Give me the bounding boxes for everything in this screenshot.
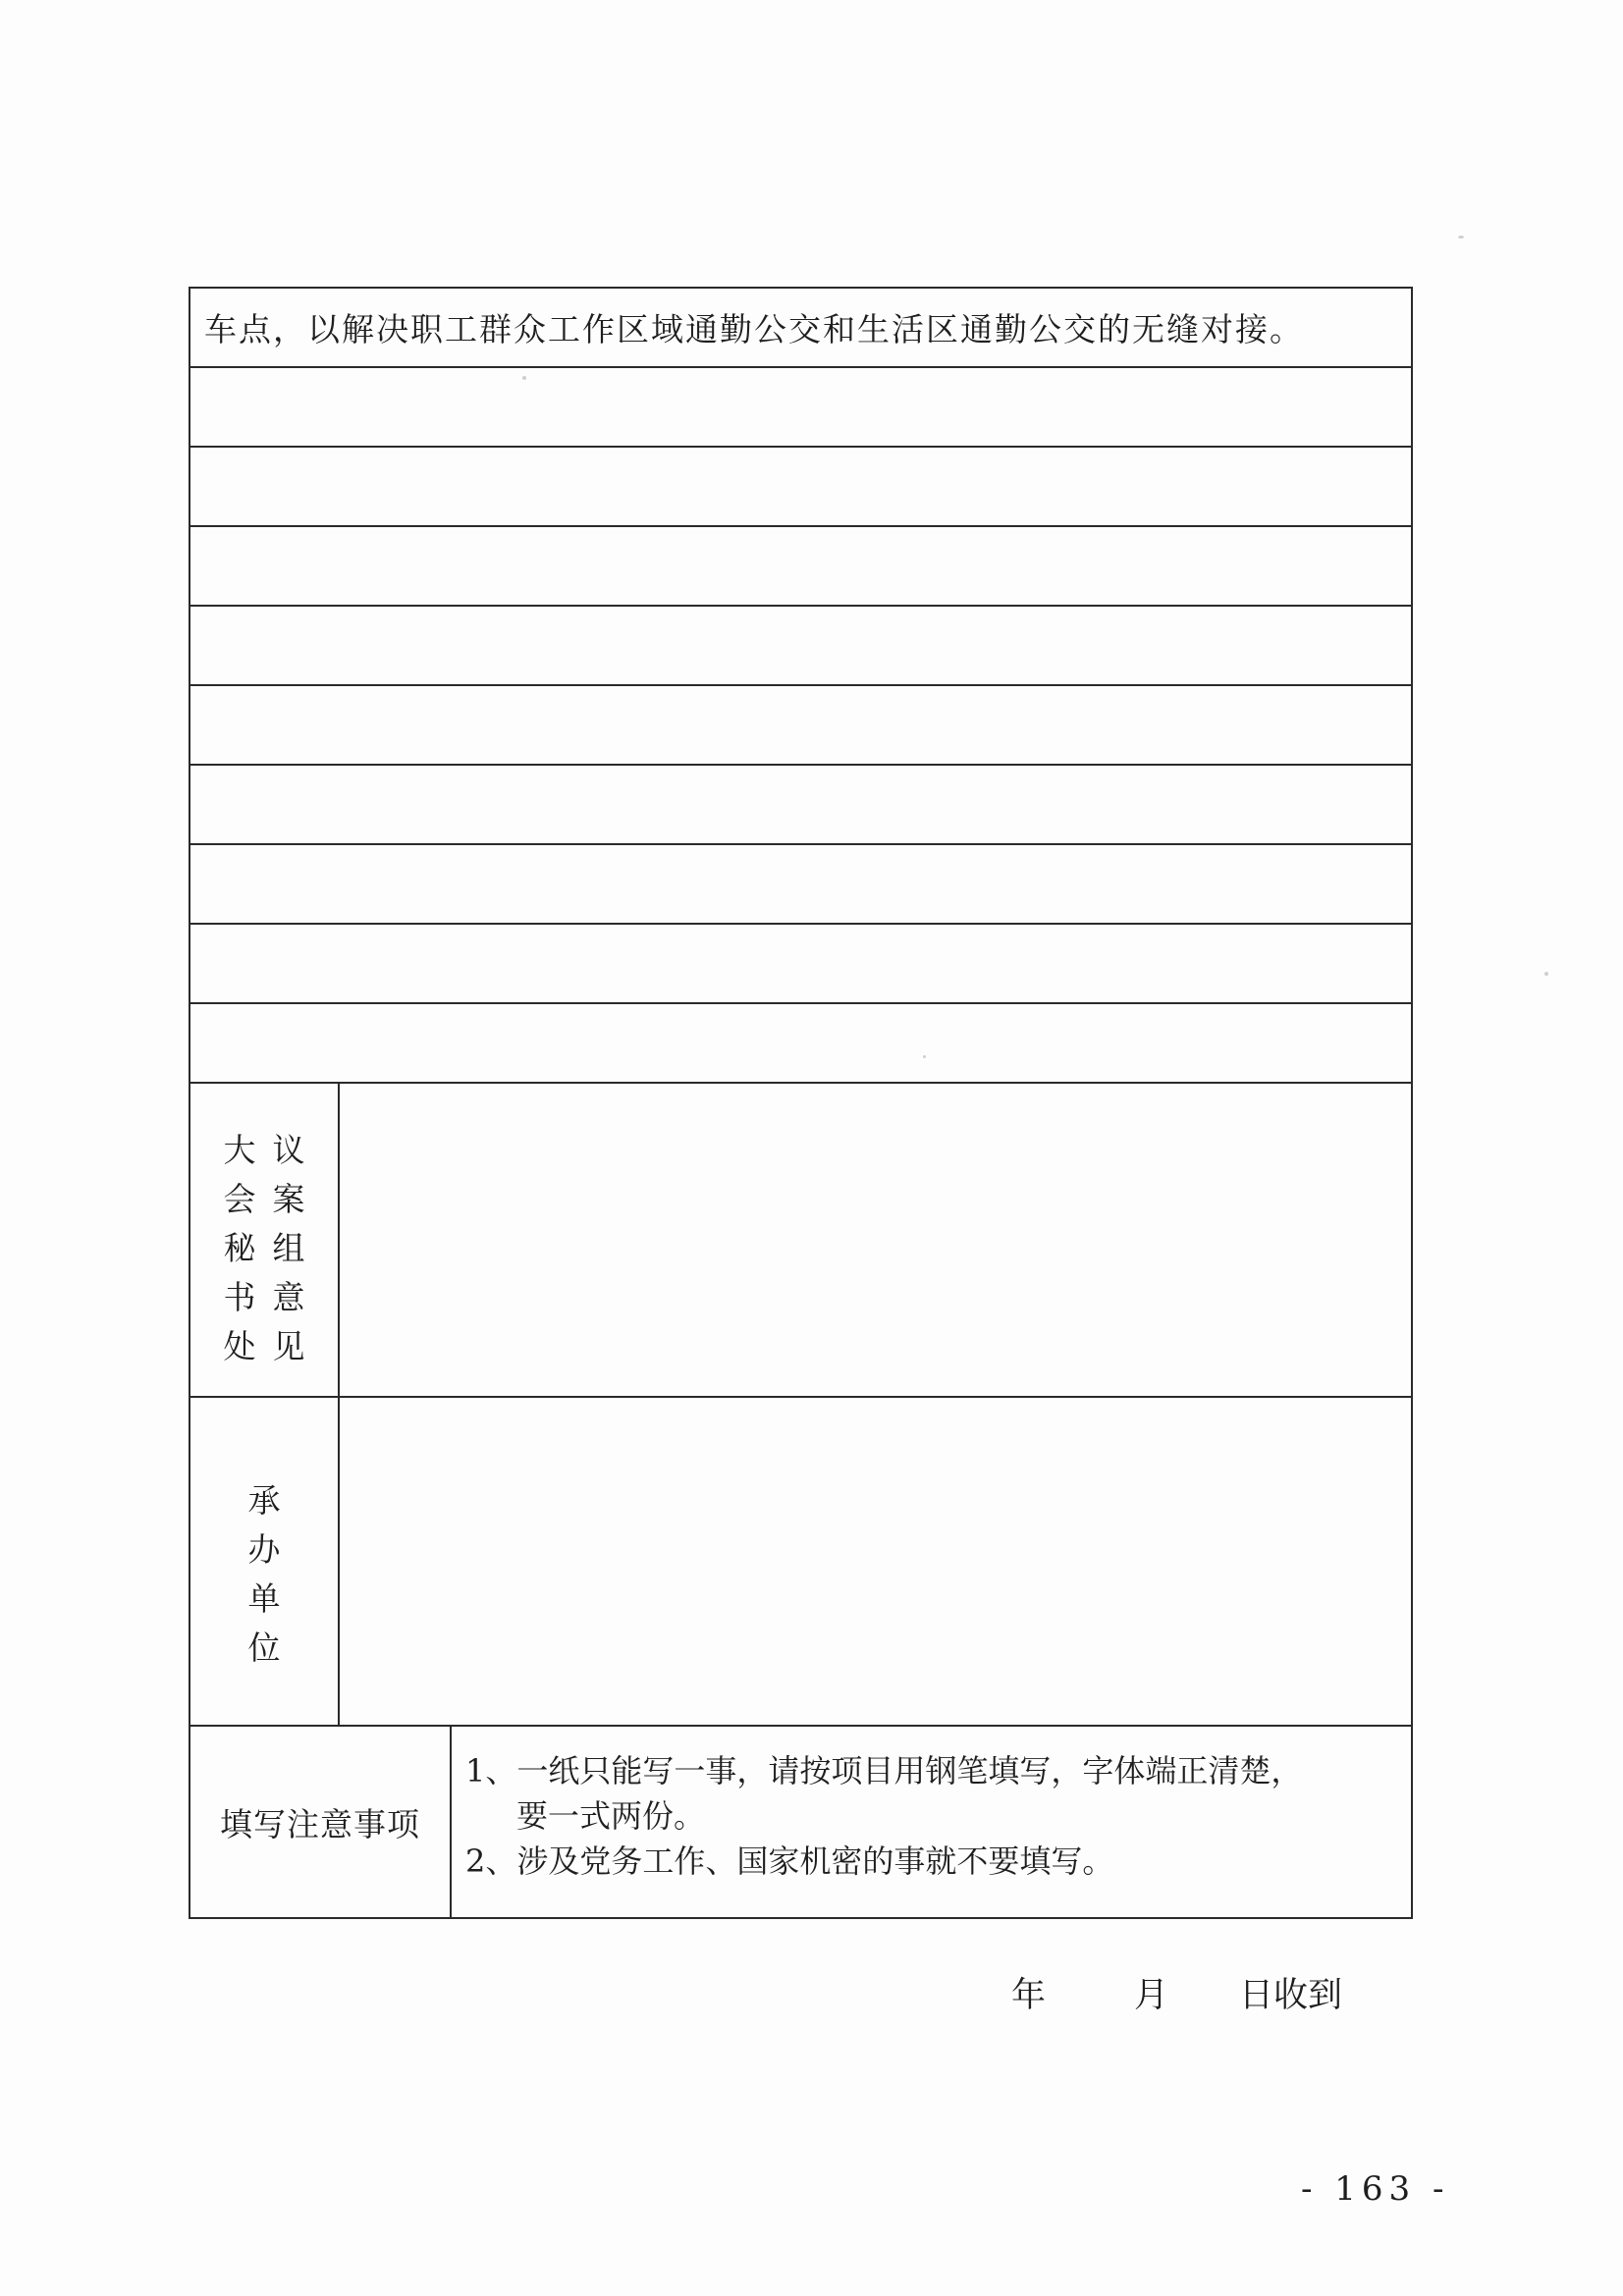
label-char: 议 bbox=[272, 1131, 305, 1169]
label-char: 处 bbox=[223, 1327, 256, 1365]
label-char: 见 bbox=[272, 1327, 305, 1365]
note-number: 1、 bbox=[465, 1752, 517, 1789]
secretariat-opinion-label bbox=[190, 1084, 340, 1396]
received-date bbox=[1011, 1968, 1342, 2017]
label-char: 意 bbox=[272, 1278, 305, 1316]
label-char: 会 bbox=[223, 1180, 256, 1218]
label-char: 书 bbox=[223, 1278, 256, 1316]
note-text: 涉及党务工作、国家机密的事就不要填写。 bbox=[516, 1842, 1114, 1880]
blank-line bbox=[190, 686, 1411, 766]
scan-speck bbox=[1544, 972, 1548, 976]
month-label: 月 bbox=[1134, 1976, 1169, 2015]
day-received-label: 日收到 bbox=[1239, 1976, 1343, 2015]
label-char: 大 bbox=[223, 1131, 256, 1169]
label-char: 单 bbox=[247, 1578, 281, 1618]
scan-speck bbox=[522, 376, 526, 380]
blank-line bbox=[190, 607, 1411, 686]
label-column-right bbox=[264, 1126, 313, 1371]
scan-speck bbox=[1458, 236, 1464, 239]
filling-notes-content bbox=[452, 1727, 1411, 1917]
blank-line bbox=[190, 1004, 1411, 1084]
secretariat-opinion-field bbox=[340, 1084, 1411, 1396]
label-char: 位 bbox=[247, 1628, 281, 1667]
blank-line bbox=[190, 368, 1411, 448]
handler-unit-row bbox=[190, 1398, 1411, 1727]
content-text: 车点，以解决职工群众工作区域通勤公交和生活区通勤公交的无缝对接。 bbox=[204, 310, 1304, 348]
secretariat-opinion-row bbox=[190, 1084, 1411, 1398]
note-item bbox=[465, 1748, 1411, 1793]
year-label: 年 bbox=[1011, 1976, 1047, 2015]
handler-unit-field bbox=[340, 1398, 1411, 1725]
proposal-form-table bbox=[189, 287, 1413, 1919]
note-number: 2、 bbox=[465, 1842, 517, 1880]
content-line-1 bbox=[190, 289, 1411, 368]
blank-line bbox=[190, 925, 1411, 1004]
handler-unit-label bbox=[190, 1398, 340, 1725]
page-number: - 163 - bbox=[1301, 2169, 1450, 2209]
scan-speck bbox=[923, 1055, 926, 1058]
note-item bbox=[465, 1839, 1411, 1884]
filling-notes-row bbox=[190, 1727, 1411, 1917]
label-char: 组 bbox=[272, 1229, 305, 1267]
label-char: 承 bbox=[247, 1480, 281, 1520]
blank-line bbox=[190, 448, 1411, 527]
label-char: 案 bbox=[272, 1180, 305, 1218]
note-continuation: 要一式两份。 bbox=[516, 1797, 706, 1835]
note-text: 一纸只能写一事，请按项目用钢笔填写，字体端正清楚， bbox=[516, 1752, 1303, 1789]
label-char: 秘 bbox=[223, 1229, 256, 1267]
blank-line bbox=[190, 527, 1411, 607]
blank-line bbox=[190, 766, 1411, 845]
label-char: 办 bbox=[247, 1529, 281, 1569]
label-column-left bbox=[215, 1126, 264, 1371]
blank-line bbox=[190, 845, 1411, 925]
filling-notes-label: 填写注意事项 bbox=[190, 1727, 452, 1917]
